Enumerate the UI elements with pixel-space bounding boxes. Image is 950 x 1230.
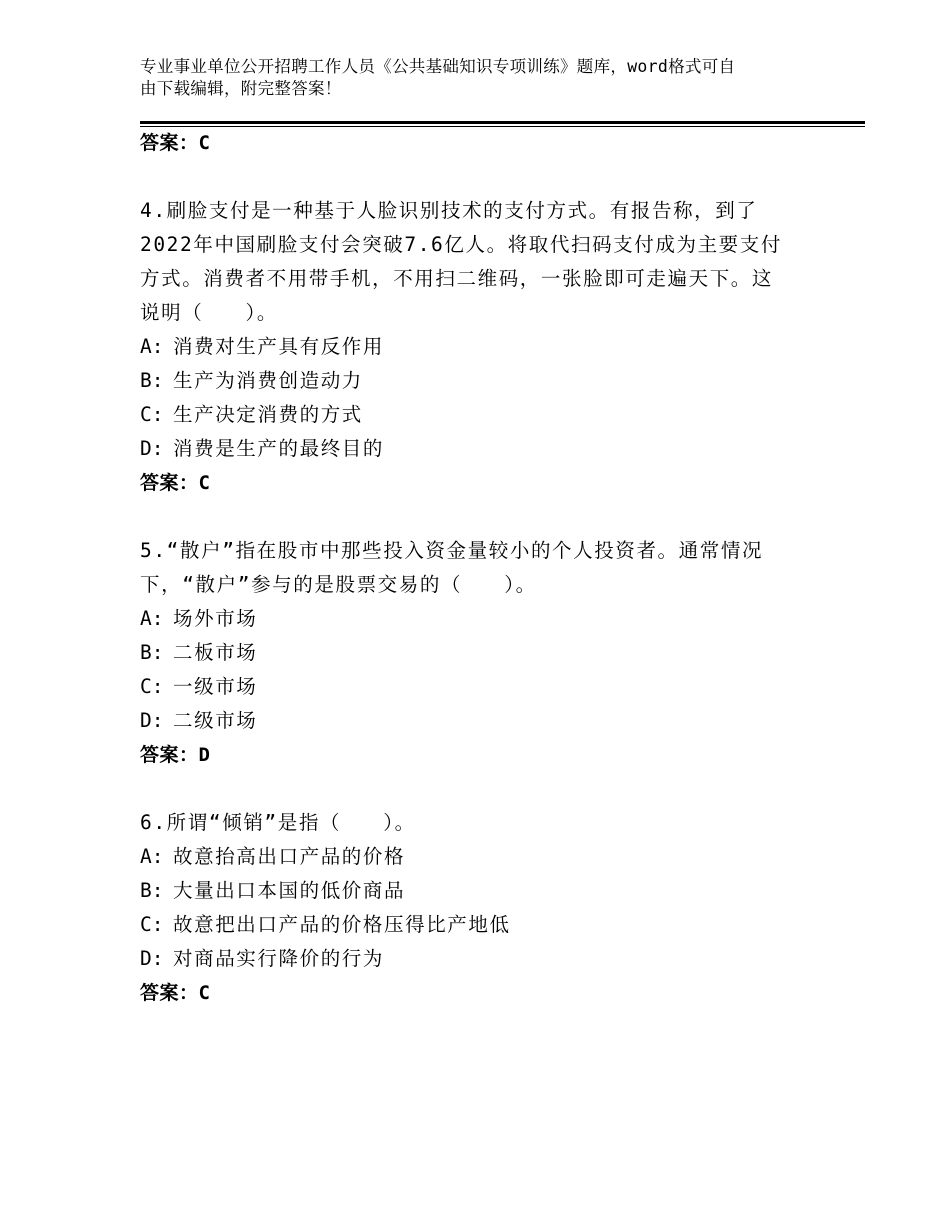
question-stem (140, 806, 805, 840)
option-key: B: (140, 641, 164, 664)
option-key: D: (140, 947, 164, 970)
answer-label: 答案： (140, 744, 199, 766)
option-text: 消费是生产的最终目的 (173, 437, 385, 460)
question-5 (140, 534, 805, 772)
option-text: 生产决定消费的方式 (173, 403, 363, 426)
option-key: D: (140, 437, 164, 460)
answer-value: C (198, 132, 211, 154)
header-line-2: 由下载编辑，附完整答案！ (140, 79, 342, 98)
question-answer (140, 976, 805, 1010)
option-d (140, 432, 805, 466)
option-text: 对商品实行降价的行为 (173, 947, 385, 970)
answer-label: 答案： (140, 982, 199, 1004)
option-text: 故意抬高出口产品的价格 (173, 845, 406, 868)
option-key: B: (140, 879, 164, 902)
option-text: 故意把出口产品的价格压得比产地低 (173, 913, 511, 936)
option-key: C: (140, 675, 164, 698)
option-text: 消费对生产具有反作用 (173, 335, 385, 358)
stem-line: 方式。消费者不用带手机，不用扫二维码，一张脸即可走遍天下。这 (140, 267, 774, 290)
option-text: 生产为消费创造动力 (173, 369, 363, 392)
question-answer (140, 738, 805, 772)
option-c (140, 908, 805, 942)
stem-line: 4.刷脸支付是一种基于人脸识别技术的支付方式。有报告称，到了 (140, 199, 758, 222)
option-c (140, 670, 805, 704)
question-stem (140, 534, 805, 602)
option-b (140, 364, 805, 398)
option-key: A: (140, 845, 164, 868)
option-key: A: (140, 335, 164, 358)
header-line-1: 专业事业单位公开招聘工作人员《公共基础知识专项训练》题库，word格式可自 (140, 57, 736, 76)
option-text: 二级市场 (173, 709, 258, 732)
option-a (140, 602, 805, 636)
question-6 (140, 806, 805, 1010)
option-b (140, 636, 805, 670)
option-a (140, 840, 805, 874)
question-answer (140, 466, 805, 500)
option-key: C: (140, 403, 164, 426)
question-list (140, 126, 805, 1010)
option-text: 二板市场 (173, 641, 258, 664)
option-b (140, 874, 805, 908)
option-text: 大量出口本国的低价商品 (173, 879, 406, 902)
option-text: 场外市场 (173, 607, 258, 630)
previous-answer (140, 126, 805, 160)
stem-line: 5.“散户”指在股市中那些投入资金量较小的个人投资者。通常情况 (140, 539, 764, 562)
answer-label: 答案： (140, 132, 199, 154)
option-key: C: (140, 913, 164, 936)
answer-value: C (198, 472, 211, 494)
option-key: D: (140, 709, 164, 732)
stem-line: 说明（ ）。 (140, 301, 278, 324)
option-d (140, 704, 805, 738)
option-key: B: (140, 369, 164, 392)
option-text: 一级市场 (173, 675, 258, 698)
option-key: A: (140, 607, 164, 630)
answer-value: C (198, 982, 211, 1004)
stem-line: 下，“散户”参与的是股票交易的（ ）。 (140, 573, 537, 596)
stem-line: 2022年中国刷脸支付会突破7.6亿人。将取代扫码支付成为主要支付 (140, 233, 782, 256)
document-header (140, 56, 805, 100)
answer-label: 答案： (140, 472, 199, 494)
stem-line: 6.所谓“倾销”是指（ ）。 (140, 811, 416, 834)
option-a (140, 330, 805, 364)
option-d (140, 942, 805, 976)
option-c (140, 398, 805, 432)
answer-value: D (198, 744, 211, 766)
question-stem (140, 194, 805, 330)
header-rule-thick (140, 121, 865, 124)
question-4 (140, 194, 805, 500)
